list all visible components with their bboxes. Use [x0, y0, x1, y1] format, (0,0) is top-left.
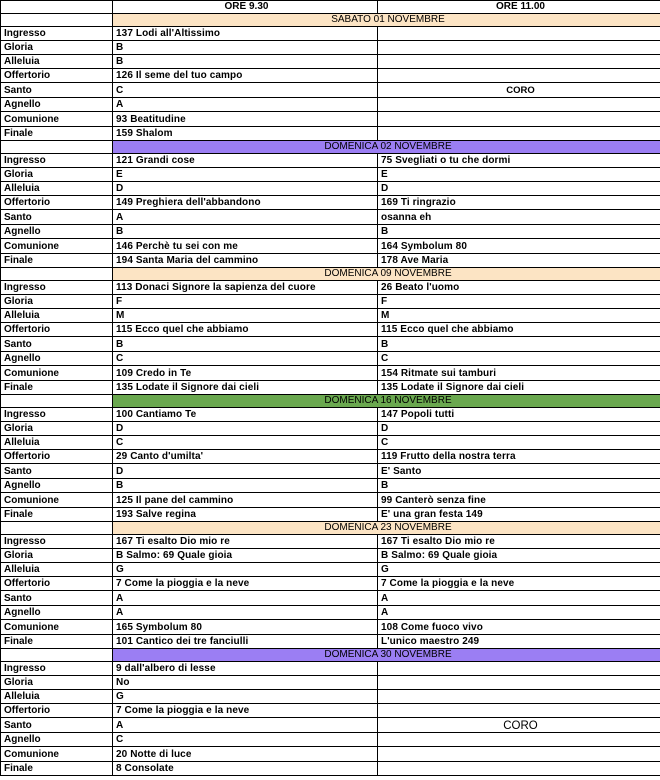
part-label-cell[interactable]: Agnello — [1, 352, 113, 366]
song-cell-1100[interactable] — [378, 733, 660, 747]
part-label-cell[interactable]: Santo — [1, 210, 113, 225]
song-row-finale — [1, 127, 660, 141]
song-cell-930[interactable]: C — [113, 436, 378, 450]
song-cell-930[interactable]: 121 Grandi cose — [113, 154, 378, 168]
part-label-cell[interactable]: Offertorio — [1, 450, 113, 464]
date-banner[interactable]: DOMENICA 23 NOVEMBRE — [113, 522, 660, 535]
song-cell-930[interactable]: 193 Salve regina — [113, 508, 378, 522]
header-row — [1, 1, 660, 14]
part-label-cell[interactable]: Gloria — [1, 168, 113, 182]
time-header-1100[interactable]: ORE 11.00 — [378, 1, 660, 14]
part-label-cell[interactable]: Ingresso — [1, 154, 113, 168]
song-row-finale — [1, 508, 660, 522]
date-row — [1, 14, 660, 27]
song-cell-930[interactable]: 165 Symbolum 80 — [113, 620, 378, 635]
song-cell-930[interactable]: B — [113, 55, 378, 69]
song-cell-1100[interactable]: 108 Come fuoco vivo — [378, 620, 660, 635]
song-row-comunione — [1, 747, 660, 762]
song-row-ingresso — [1, 27, 660, 41]
song-cell-930[interactable]: D — [113, 464, 378, 479]
song-row-santo — [1, 591, 660, 606]
song-row-finale — [1, 381, 660, 395]
song-cell-930[interactable]: 7 Come la pioggia e la neve — [113, 704, 378, 718]
song-cell-930[interactable]: A — [113, 98, 378, 112]
song-cell-1100[interactable]: B — [378, 225, 660, 239]
part-label-cell[interactable]: Comunione — [1, 493, 113, 508]
part-label-cell[interactable]: Offertorio — [1, 323, 113, 337]
song-cell-930[interactable]: 20 Notte di luce — [113, 747, 378, 762]
song-row-ingresso — [1, 281, 660, 295]
song-cell-1100[interactable]: B — [378, 337, 660, 352]
song-cell-1100[interactable]: 154 Ritmate sui tamburi — [378, 366, 660, 381]
song-cell-930[interactable]: 101 Cantico dei tre fanciulli — [113, 635, 378, 649]
song-cell-1100[interactable]: 169 Ti ringrazio — [378, 196, 660, 210]
song-cell-1100[interactable]: 135 Lodate il Signore dai cieli — [378, 381, 660, 395]
song-cell-1100[interactable]: G — [378, 563, 660, 577]
date-banner[interactable]: SABATO 01 NOVEMBRE — [113, 14, 660, 27]
song-row-alleluia — [1, 55, 660, 69]
song-cell-930[interactable]: B Salmo: 69 Quale gioia — [113, 549, 378, 563]
song-cell-1100[interactable]: L'unico maestro 249 — [378, 635, 660, 649]
song-cell-1100[interactable]: 147 Popoli tutti — [378, 408, 660, 422]
part-label-cell[interactable]: Alleluia — [1, 563, 113, 577]
part-label-cell[interactable]: Alleluia — [1, 55, 113, 69]
song-row-gloria — [1, 41, 660, 55]
part-label-cell[interactable]: Gloria — [1, 549, 113, 563]
song-cell-930[interactable]: A — [113, 606, 378, 620]
part-label-cell[interactable]: Alleluia — [1, 309, 113, 323]
part-label-cell[interactable]: Offertorio — [1, 577, 113, 591]
date-banner[interactable]: DOMENICA 02 NOVEMBRE — [113, 141, 660, 154]
song-cell-1100[interactable] — [378, 112, 660, 127]
song-cell-930[interactable]: 146 Perchè tu sei con me — [113, 239, 378, 254]
song-row-ingresso — [1, 154, 660, 168]
time-header-930[interactable]: ORE 9.30 — [113, 1, 378, 14]
part-label-cell[interactable]: Finale — [1, 508, 113, 522]
song-cell-1100[interactable] — [378, 41, 660, 55]
date-row — [1, 268, 660, 281]
part-label-cell[interactable]: Alleluia — [1, 182, 113, 196]
song-cell-930[interactable]: A — [113, 210, 378, 225]
song-cell-930[interactable]: G — [113, 690, 378, 704]
song-cell-930[interactable]: 8 Consolate — [113, 762, 378, 776]
song-row-offertorio — [1, 69, 660, 83]
song-row-alleluia — [1, 309, 660, 323]
song-cell-930[interactable]: 29 Canto d'umilta' — [113, 450, 378, 464]
song-row-offertorio — [1, 323, 660, 337]
song-cell-930[interactable]: D — [113, 182, 378, 196]
song-row-gloria — [1, 168, 660, 182]
song-cell-930[interactable]: M — [113, 309, 378, 323]
song-row-agnello — [1, 225, 660, 239]
song-row-offertorio — [1, 196, 660, 210]
song-cell-1100[interactable] — [378, 69, 660, 83]
song-cell-930[interactable]: 167 Ti esalto Dio mio re — [113, 535, 378, 549]
song-cell-1100[interactable]: A — [378, 606, 660, 620]
song-cell-1100[interactable] — [378, 27, 660, 41]
part-label-cell[interactable]: Agnello — [1, 606, 113, 620]
schedule-body — [1, 1, 660, 776]
part-label-cell[interactable]: Ingresso — [1, 408, 113, 422]
song-row-santo — [1, 210, 660, 225]
song-row-comunione — [1, 366, 660, 381]
song-row-gloria — [1, 295, 660, 309]
song-cell-1100[interactable]: 7 Come la pioggia e la neve — [378, 577, 660, 591]
song-row-comunione — [1, 493, 660, 508]
song-cell-1100[interactable] — [378, 762, 660, 776]
song-cell-930[interactable]: 137 Lodi all'Altissimo — [113, 27, 378, 41]
song-cell-930[interactable]: D — [113, 422, 378, 436]
date-row — [1, 141, 660, 154]
song-row-alleluia — [1, 690, 660, 704]
song-cell-930[interactable]: 9 dall'albero di lesse — [113, 662, 378, 676]
song-cell-1100[interactable]: 26 Beato l'uomo — [378, 281, 660, 295]
song-row-agnello — [1, 98, 660, 112]
song-cell-930[interactable]: 113 Donaci Signore la sapienza del cuore — [113, 281, 378, 295]
date-row-blank-cell[interactable] — [1, 395, 113, 408]
part-label-cell[interactable]: Offertorio — [1, 704, 113, 718]
song-cell-1100[interactable]: E' una gran festa 149 — [378, 508, 660, 522]
song-row-agnello — [1, 479, 660, 493]
part-label-cell[interactable]: Agnello — [1, 98, 113, 112]
song-row-offertorio — [1, 704, 660, 718]
song-row-agnello — [1, 606, 660, 620]
part-label-cell[interactable]: Agnello — [1, 479, 113, 493]
part-label-cell[interactable]: Finale — [1, 762, 113, 776]
part-label-cell[interactable]: Gloria — [1, 295, 113, 309]
song-cell-1100[interactable]: D — [378, 182, 660, 196]
song-cell-1100[interactable]: C — [378, 436, 660, 450]
song-cell-930[interactable]: 126 Il seme del tuo campo — [113, 69, 378, 83]
date-row — [1, 522, 660, 535]
song-cell-930[interactable]: 109 Credo in Te — [113, 366, 378, 381]
song-cell-930[interactable]: 135 Lodate il Signore dai cieli — [113, 381, 378, 395]
date-banner[interactable]: DOMENICA 16 NOVEMBRE — [113, 395, 660, 408]
song-cell-930[interactable]: B — [113, 41, 378, 55]
song-row-santo — [1, 337, 660, 352]
song-row-alleluia — [1, 182, 660, 196]
song-cell-930[interactable]: 93 Beatitudine — [113, 112, 378, 127]
song-cell-930[interactable]: 159 Shalom — [113, 127, 378, 141]
part-label-cell[interactable]: Santo — [1, 718, 113, 733]
song-cell-1100[interactable] — [378, 55, 660, 69]
song-cell-1100[interactable]: 115 Ecco quel che abbiamo — [378, 323, 660, 337]
part-label-cell[interactable]: Finale — [1, 635, 113, 649]
song-cell-930[interactable]: C — [113, 733, 378, 747]
song-row-comunione — [1, 620, 660, 635]
date-banner[interactable]: DOMENICA 09 NOVEMBRE — [113, 268, 660, 281]
date-row-blank-cell[interactable] — [1, 268, 113, 281]
song-cell-930[interactable]: A — [113, 591, 378, 606]
part-label-cell[interactable]: Finale — [1, 127, 113, 141]
song-row-offertorio — [1, 577, 660, 591]
part-label-cell[interactable]: Santo — [1, 337, 113, 352]
date-row — [1, 649, 660, 662]
song-cell-1100[interactable]: C — [378, 352, 660, 366]
part-label-cell[interactable]: Ingresso — [1, 535, 113, 549]
song-cell-930[interactable]: 125 Il pane del cammino — [113, 493, 378, 508]
part-label-cell[interactable]: Offertorio — [1, 196, 113, 210]
song-row-comunione — [1, 112, 660, 127]
date-row-blank-cell[interactable] — [1, 141, 113, 154]
song-cell-1100[interactable]: F — [378, 295, 660, 309]
song-cell-1100[interactable]: E — [378, 168, 660, 182]
song-cell-930[interactable]: A — [113, 718, 378, 733]
header-corner-cell[interactable] — [1, 1, 113, 14]
song-cell-1100[interactable] — [378, 98, 660, 112]
part-label-cell[interactable]: Santo — [1, 83, 113, 98]
part-label-cell[interactable]: Agnello — [1, 733, 113, 747]
song-cell-930[interactable]: 115 Ecco quel che abbiamo — [113, 323, 378, 337]
song-cell-930[interactable]: 7 Come la pioggia e la neve — [113, 577, 378, 591]
song-cell-1100[interactable]: osanna eh — [378, 210, 660, 225]
part-label-cell[interactable]: Santo — [1, 591, 113, 606]
part-label-cell[interactable]: Finale — [1, 254, 113, 268]
part-label-cell[interactable]: Ingresso — [1, 281, 113, 295]
part-label-cell[interactable]: Gloria — [1, 422, 113, 436]
song-row-agnello — [1, 733, 660, 747]
song-row-gloria — [1, 676, 660, 690]
part-label-cell[interactable]: Ingresso — [1, 662, 113, 676]
song-cell-930[interactable]: E — [113, 168, 378, 182]
song-row-finale — [1, 254, 660, 268]
song-cell-1100[interactable] — [378, 747, 660, 762]
song-row-santo — [1, 464, 660, 479]
song-cell-930[interactable]: 194 Santa Maria del cammino — [113, 254, 378, 268]
part-label-cell[interactable]: Alleluia — [1, 690, 113, 704]
song-cell-1100[interactable] — [378, 690, 660, 704]
song-cell-1100[interactable]: M — [378, 309, 660, 323]
choir-cell[interactable]: CORO — [378, 718, 660, 733]
part-label-cell[interactable]: Comunione — [1, 112, 113, 127]
song-cell-1100[interactable]: 164 Symbolum 80 — [378, 239, 660, 254]
song-cell-930[interactable]: B — [113, 479, 378, 493]
song-row-finale — [1, 635, 660, 649]
part-label-cell[interactable]: Comunione — [1, 747, 113, 762]
part-label-cell[interactable]: Comunione — [1, 620, 113, 635]
song-row-alleluia — [1, 436, 660, 450]
part-label-cell[interactable]: Gloria — [1, 676, 113, 690]
song-cell-1100[interactable]: A — [378, 591, 660, 606]
song-cell-1100[interactable]: 167 Ti esalto Dio mio re — [378, 535, 660, 549]
song-row-gloria — [1, 422, 660, 436]
date-row-blank-cell[interactable] — [1, 14, 113, 27]
song-cell-930[interactable]: C — [113, 83, 378, 98]
date-row — [1, 395, 660, 408]
song-cell-1100[interactable] — [378, 127, 660, 141]
song-cell-1100[interactable]: 119 Frutto della nostra terra — [378, 450, 660, 464]
song-cell-930[interactable]: No — [113, 676, 378, 690]
song-cell-930[interactable]: G — [113, 563, 378, 577]
part-label-cell[interactable]: Comunione — [1, 366, 113, 381]
part-label-cell[interactable]: Ingresso — [1, 27, 113, 41]
part-label-cell[interactable]: Alleluia — [1, 436, 113, 450]
song-cell-1100[interactable] — [378, 704, 660, 718]
part-label-cell[interactable]: Offertorio — [1, 69, 113, 83]
song-cell-1100[interactable]: 99 Canterò senza fine — [378, 493, 660, 508]
date-banner[interactable]: DOMENICA 30 NOVEMBRE — [113, 649, 660, 662]
part-label-cell[interactable]: Finale — [1, 381, 113, 395]
song-row-alleluia — [1, 563, 660, 577]
song-cell-1100[interactable]: D — [378, 422, 660, 436]
song-row-santo — [1, 83, 660, 98]
song-row-ingresso — [1, 408, 660, 422]
date-row-blank-cell[interactable] — [1, 522, 113, 535]
song-cell-1100[interactable]: 178 Ave Maria — [378, 254, 660, 268]
song-cell-1100[interactable] — [378, 662, 660, 676]
song-cell-1100[interactable]: 75 Svegliati o tu che dormi — [378, 154, 660, 168]
part-label-cell[interactable]: Gloria — [1, 41, 113, 55]
date-row-blank-cell[interactable] — [1, 649, 113, 662]
song-row-agnello — [1, 352, 660, 366]
song-cell-1100[interactable]: B Salmo: 69 Quale gioia — [378, 549, 660, 563]
part-label-cell[interactable]: Santo — [1, 464, 113, 479]
part-label-cell[interactable]: Comunione — [1, 239, 113, 254]
song-row-finale — [1, 762, 660, 776]
song-row-gloria — [1, 549, 660, 563]
song-row-santo — [1, 718, 660, 733]
song-cell-1100[interactable] — [378, 676, 660, 690]
song-cell-1100[interactable]: B — [378, 479, 660, 493]
song-row-comunione — [1, 239, 660, 254]
song-cell-930[interactable]: C — [113, 352, 378, 366]
song-cell-930[interactable]: 149 Preghiera dell'abbandono — [113, 196, 378, 210]
song-row-offertorio — [1, 450, 660, 464]
part-label-cell[interactable]: Agnello — [1, 225, 113, 239]
song-cell-930[interactable]: B — [113, 337, 378, 352]
song-cell-1100[interactable]: E' Santo — [378, 464, 660, 479]
song-cell-930[interactable]: 100 Cantiamo Te — [113, 408, 378, 422]
song-cell-930[interactable]: B — [113, 225, 378, 239]
song-row-ingresso — [1, 662, 660, 676]
choir-cell[interactable]: CORO — [378, 83, 660, 98]
song-cell-930[interactable]: F — [113, 295, 378, 309]
song-row-ingresso — [1, 535, 660, 549]
